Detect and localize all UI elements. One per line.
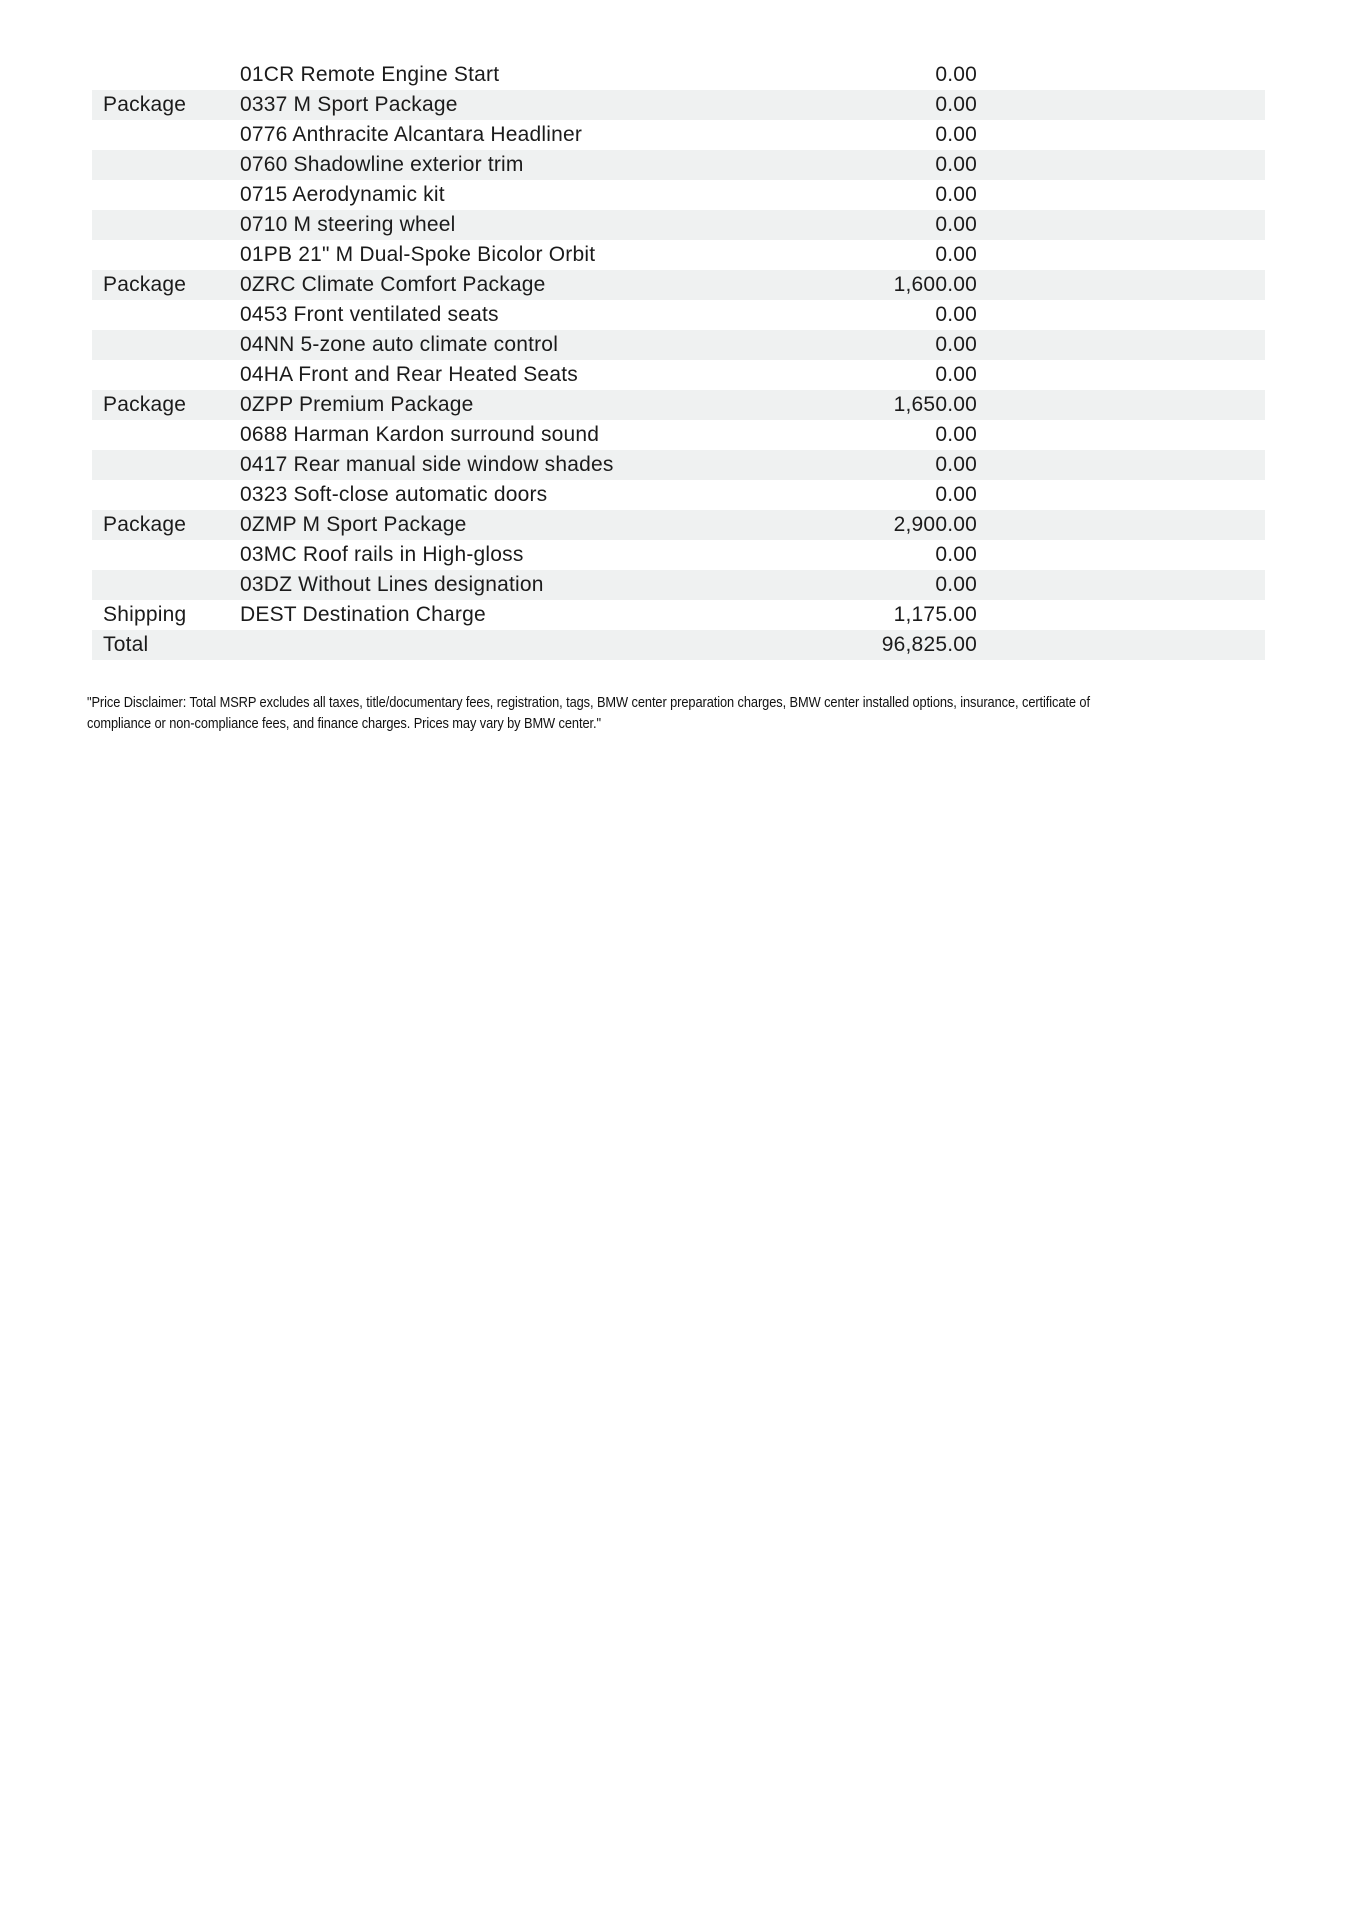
category-cell: Shipping — [103, 603, 187, 626]
table-row — [92, 120, 1265, 150]
description-cell: 01CR Remote Engine Start — [240, 63, 500, 86]
price-cell: 0.00 — [935, 573, 977, 596]
price-cell: 0.00 — [935, 123, 977, 146]
description-cell: 0715 Aerodynamic kit — [240, 183, 445, 206]
table-row — [92, 330, 1265, 360]
description-cell: 0453 Front ventilated seats — [240, 303, 499, 326]
price-cell: 0.00 — [935, 423, 977, 446]
price-cell: 0.00 — [935, 93, 977, 116]
price-cell: 0.00 — [935, 183, 977, 206]
table-row — [92, 420, 1265, 450]
description-cell: 0ZMP M Sport Package — [240, 513, 467, 536]
table-row — [92, 360, 1265, 390]
description-cell: 0323 Soft-close automatic doors — [240, 483, 548, 506]
table-row — [92, 600, 1265, 630]
price-cell: 0.00 — [935, 483, 977, 506]
table-row — [92, 240, 1265, 270]
category-cell: Total — [103, 633, 149, 656]
description-cell: 0ZRC Climate Comfort Package — [240, 273, 546, 296]
table-row — [92, 180, 1265, 210]
price-cell: 96,825.00 — [881, 633, 977, 656]
description-cell: 0776 Anthracite Alcantara Headliner — [240, 123, 583, 146]
category-cell: Package — [103, 393, 187, 416]
description-cell: 0710 M steering wheel — [240, 213, 456, 236]
category-cell: Package — [103, 93, 187, 116]
description-cell: 04NN 5-zone auto climate control — [240, 333, 559, 356]
table-row — [92, 480, 1265, 510]
category-cell: Package — [103, 273, 187, 296]
table-row — [92, 630, 1265, 660]
price-cell: 0.00 — [935, 453, 977, 476]
table-row — [92, 90, 1265, 120]
table-row — [92, 450, 1265, 480]
description-cell: DEST Destination Charge — [240, 603, 486, 626]
price-cell: 0.00 — [935, 363, 977, 386]
table-row — [92, 210, 1265, 240]
price-cell: 1,650.00 — [893, 393, 977, 416]
table-row — [92, 270, 1265, 300]
disclaimer-line-2: compliance or non-compliance fees, and finance charges. Prices may vary by BMW center." — [87, 715, 601, 732]
price-cell: 0.00 — [935, 333, 977, 356]
price-cell: 0.00 — [935, 543, 977, 566]
price-cell: 0.00 — [935, 63, 977, 86]
price-cell: 1,600.00 — [893, 273, 977, 296]
table-row — [92, 510, 1265, 540]
vehicle-options-table — [92, 60, 1265, 660]
table-row — [92, 390, 1265, 420]
price-cell: 0.00 — [935, 153, 977, 176]
table-row — [92, 300, 1265, 330]
description-cell: 03DZ Without Lines designation — [240, 573, 544, 596]
table-row — [92, 60, 1265, 90]
description-cell: 03MC Roof rails in High-gloss — [240, 543, 524, 566]
table-row — [92, 150, 1265, 180]
description-cell: 0ZPP Premium Package — [240, 393, 474, 416]
table-row — [92, 540, 1265, 570]
category-cell: Package — [103, 513, 187, 536]
price-cell: 0.00 — [935, 303, 977, 326]
table-row — [92, 570, 1265, 600]
description-cell: 0417 Rear manual side window shades — [240, 453, 614, 476]
description-cell: 04HA Front and Rear Heated Seats — [240, 363, 578, 386]
price-cell: 2,900.00 — [893, 513, 977, 536]
description-cell: 0760 Shadowline exterior trim — [240, 153, 524, 176]
disclaimer-line-1: "Price Disclaimer: Total MSRP excludes all taxes, title/documentary fees, registration, tags, BMW center preparation charges, BMW center installed options, insurance, certificate of — [87, 694, 1090, 711]
description-cell: 01PB 21" M Dual-Spoke Bicolor Orbit — [240, 243, 596, 266]
price-cell: 0.00 — [935, 243, 977, 266]
price-disclaimer — [87, 692, 1260, 734]
price-cell: 1,175.00 — [893, 603, 977, 626]
description-cell: 0337 M Sport Package — [240, 93, 458, 116]
description-cell: 0688 Harman Kardon surround sound — [240, 423, 600, 446]
price-cell: 0.00 — [935, 213, 977, 236]
